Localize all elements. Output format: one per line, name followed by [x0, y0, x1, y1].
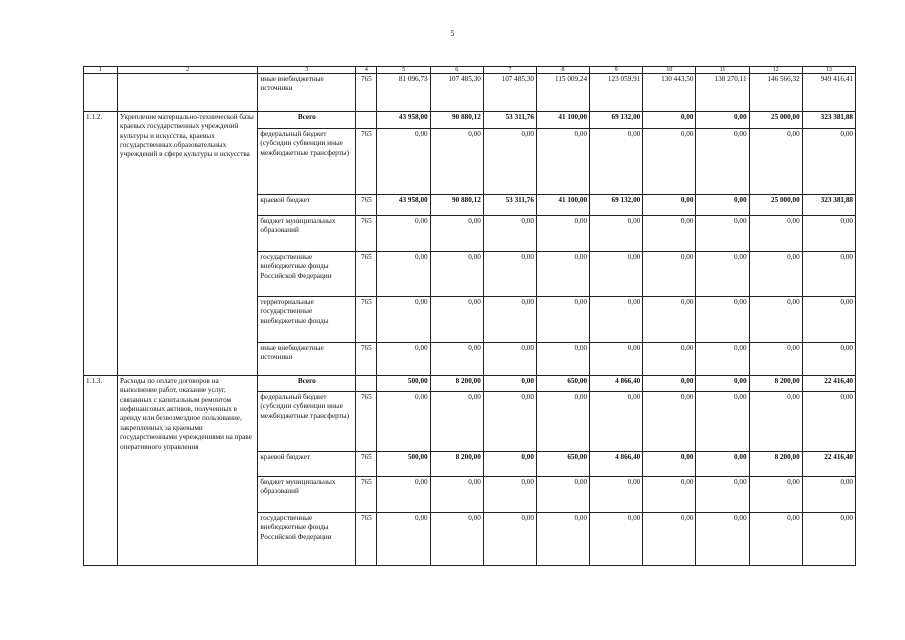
- amount-cell: 0,00: [377, 129, 430, 195]
- amount-cell: 0,00: [590, 392, 643, 452]
- amount-cell: 0,00: [483, 129, 536, 195]
- amount-cell: 8 200,00: [749, 376, 802, 392]
- funding-source: бюджет муниципальных образований: [258, 216, 356, 252]
- amount-cell: 0,00: [536, 513, 589, 566]
- amount-cell: 69 132,00: [590, 112, 643, 129]
- column-number-row: [84, 67, 856, 74]
- table-row: [84, 112, 856, 129]
- column-number: 12: [749, 67, 802, 74]
- amount-cell: 53 311,76: [483, 112, 536, 129]
- budget-code: 765: [356, 452, 377, 477]
- funding-source: государственные внебюджетные фонды Российской Федерации: [258, 252, 356, 297]
- amount-cell: 0,00: [749, 252, 802, 297]
- amount-cell: 0,00: [643, 129, 696, 195]
- column-number: 6: [430, 67, 483, 74]
- amount-cell: 8 200,00: [430, 452, 483, 477]
- amount-cell: 0,00: [696, 252, 749, 297]
- amount-cell: 130 443,50: [643, 74, 696, 112]
- column-number: 1: [84, 67, 118, 74]
- amount-cell: 41 100,00: [536, 195, 589, 216]
- amount-cell: 0,00: [590, 513, 643, 566]
- item-name: [118, 74, 258, 112]
- amount-cell: 0,00: [696, 216, 749, 252]
- amount-cell: 0,00: [536, 252, 589, 297]
- amount-cell: 0,00: [802, 513, 855, 566]
- amount-cell: 0,00: [483, 477, 536, 513]
- amount-cell: 0,00: [430, 392, 483, 452]
- amount-cell: 25 000,00: [749, 195, 802, 216]
- amount-cell: 0,00: [802, 343, 855, 376]
- amount-cell: 0,00: [749, 129, 802, 195]
- amount-cell: 949 416,41: [802, 74, 855, 112]
- column-number: 10: [643, 67, 696, 74]
- amount-cell: 0,00: [802, 297, 855, 343]
- funding-source: краевой бюджет: [258, 195, 356, 216]
- budget-code: 765: [356, 216, 377, 252]
- amount-cell: 0,00: [430, 216, 483, 252]
- amount-cell: 0,00: [802, 216, 855, 252]
- amount-cell: 0,00: [643, 195, 696, 216]
- budget-code: 765: [356, 252, 377, 297]
- budget-code: 765: [356, 343, 377, 376]
- amount-cell: 500,00: [377, 376, 430, 392]
- total-label: Всего: [258, 112, 356, 129]
- amount-cell: 0,00: [377, 392, 430, 452]
- amount-cell: 0,00: [377, 513, 430, 566]
- amount-cell: 0,00: [430, 343, 483, 376]
- amount-cell: 0,00: [536, 129, 589, 195]
- amount-cell: 53 311,76: [483, 195, 536, 216]
- amount-cell: 323 381,88: [802, 112, 855, 129]
- amount-cell: 0,00: [802, 252, 855, 297]
- table-row: [84, 376, 856, 392]
- amount-cell: 0,00: [536, 343, 589, 376]
- amount-cell: 0,00: [536, 216, 589, 252]
- amount-cell: 0,00: [430, 252, 483, 297]
- amount-cell: 0,00: [377, 216, 430, 252]
- amount-cell: 0,00: [643, 343, 696, 376]
- amount-cell: 0,00: [643, 513, 696, 566]
- amount-cell: 0,00: [643, 452, 696, 477]
- item-name: Укрепление материально-технической базы краевых государственных учреждений культуры и искусства, краевых государственных образовательных учреждений в сфере культуры и искусства: [118, 112, 258, 376]
- continuation-row: [84, 74, 856, 112]
- amount-cell: 0,00: [802, 477, 855, 513]
- item-number: 1.1.3.: [84, 376, 118, 566]
- amount-cell: 41 100,00: [536, 112, 589, 129]
- amount-cell: 0,00: [590, 343, 643, 376]
- amount-cell: 107 485,30: [430, 74, 483, 112]
- funding-source: государственные внебюджетные фонды Российской Федерации: [258, 513, 356, 566]
- amount-cell: 0,00: [802, 129, 855, 195]
- funding-source: краевой бюджет: [258, 452, 356, 477]
- amount-cell: 0,00: [643, 392, 696, 452]
- total-label: Всего: [258, 376, 356, 392]
- column-number: 3: [258, 67, 356, 74]
- amount-cell: 138 270,11: [696, 74, 749, 112]
- column-number: 4: [356, 67, 377, 74]
- amount-cell: 650,00: [536, 376, 589, 392]
- amount-cell: 0,00: [643, 112, 696, 129]
- amount-cell: 0,00: [483, 216, 536, 252]
- amount-cell: 323 381,88: [802, 195, 855, 216]
- budget-code: 765: [356, 74, 377, 112]
- amount-cell: 0,00: [536, 392, 589, 452]
- amount-cell: 0,00: [643, 297, 696, 343]
- budget-code: 765: [356, 477, 377, 513]
- column-number: 13: [802, 67, 855, 74]
- amount-cell: 25 000,00: [749, 112, 802, 129]
- amount-cell: 0,00: [590, 216, 643, 252]
- item-number: 1.1.2.: [84, 112, 118, 376]
- amount-cell: 0,00: [749, 297, 802, 343]
- amount-cell: 43 958,00: [377, 195, 430, 216]
- amount-cell: 0,00: [430, 513, 483, 566]
- amount-cell: 90 880,12: [430, 112, 483, 129]
- amount-cell: 0,00: [696, 477, 749, 513]
- amount-cell: 500,00: [377, 452, 430, 477]
- amount-cell: 0,00: [430, 477, 483, 513]
- amount-cell: 0,00: [483, 376, 536, 392]
- amount-cell: 8 200,00: [749, 452, 802, 477]
- column-number: 8: [536, 67, 589, 74]
- amount-cell: 0,00: [696, 376, 749, 392]
- amount-cell: 43 958,00: [377, 112, 430, 129]
- amount-cell: 4 866,40: [590, 452, 643, 477]
- amount-cell: 0,00: [696, 343, 749, 376]
- budget-code: [356, 112, 377, 129]
- budget-code: [356, 376, 377, 392]
- amount-cell: 0,00: [749, 392, 802, 452]
- amount-cell: 146 566,32: [749, 74, 802, 112]
- column-number: 7: [483, 67, 536, 74]
- funding-source: иные внебюджетные источники: [258, 343, 356, 376]
- budget-code: 765: [356, 195, 377, 216]
- amount-cell: 0,00: [536, 477, 589, 513]
- column-number: 11: [696, 67, 749, 74]
- amount-cell: 0,00: [590, 252, 643, 297]
- amount-cell: 0,00: [749, 513, 802, 566]
- amount-cell: 0,00: [696, 513, 749, 566]
- amount-cell: 0,00: [536, 297, 589, 343]
- amount-cell: 0,00: [749, 477, 802, 513]
- amount-cell: 0,00: [377, 343, 430, 376]
- amount-cell: 0,00: [590, 129, 643, 195]
- amount-cell: 0,00: [430, 297, 483, 343]
- amount-cell: 0,00: [430, 129, 483, 195]
- amount-cell: 0,00: [802, 392, 855, 452]
- item-number: [84, 74, 118, 112]
- amount-cell: 81 096,73: [377, 74, 430, 112]
- amount-cell: 0,00: [377, 477, 430, 513]
- amount-cell: 0,00: [483, 452, 536, 477]
- item-name: Расходы по оплате договоров на выполнение работ, оказание услуг, связанных с капитальным ремонтом нефинансовых активов, полученных в аренду или безвозмездное пользование, закрепленных за краевыми государственными учреждениями на праве оперативного управления: [118, 376, 258, 566]
- amount-cell: 123 059,91: [590, 74, 643, 112]
- amount-cell: 0,00: [643, 477, 696, 513]
- budget-code: 765: [356, 297, 377, 343]
- amount-cell: 0,00: [483, 513, 536, 566]
- funding-source: иные внебюджетные источники: [258, 74, 356, 112]
- amount-cell: 0,00: [483, 252, 536, 297]
- amount-cell: 22 416,40: [802, 376, 855, 392]
- budget-code: 765: [356, 392, 377, 452]
- amount-cell: 0,00: [696, 392, 749, 452]
- amount-cell: 0,00: [483, 297, 536, 343]
- funding-source: территориальные государственные внебюджетные фонды: [258, 297, 356, 343]
- funding-source: бюджет муниципальных образований: [258, 477, 356, 513]
- column-number: 9: [590, 67, 643, 74]
- amount-cell: 0,00: [696, 129, 749, 195]
- page-number: 5: [450, 29, 455, 38]
- amount-cell: 0,00: [643, 252, 696, 297]
- amount-cell: 0,00: [696, 195, 749, 216]
- column-number: 5: [377, 67, 430, 74]
- amount-cell: 0,00: [749, 216, 802, 252]
- amount-cell: 107 485,30: [483, 74, 536, 112]
- amount-cell: 0,00: [696, 297, 749, 343]
- amount-cell: 90 880,12: [430, 195, 483, 216]
- amount-cell: 22 416,40: [802, 452, 855, 477]
- amount-cell: 0,00: [643, 216, 696, 252]
- budget-code: 765: [356, 513, 377, 566]
- funding-source: федеральный бюджет (субсидии субвенции иные межбюджетные трансферты): [258, 129, 356, 195]
- amount-cell: 0,00: [749, 343, 802, 376]
- amount-cell: 8 200,00: [430, 376, 483, 392]
- amount-cell: 650,00: [536, 452, 589, 477]
- amount-cell: 115 009,24: [536, 74, 589, 112]
- amount-cell: 4 866,40: [590, 376, 643, 392]
- funding-source: федеральный бюджет (субсидии субвенции иные межбюджетные трансферты): [258, 392, 356, 452]
- amount-cell: 69 132,00: [590, 195, 643, 216]
- amount-cell: 0,00: [643, 376, 696, 392]
- amount-cell: 0,00: [590, 297, 643, 343]
- column-number: 2: [118, 67, 258, 74]
- budget-code: 765: [356, 129, 377, 195]
- amount-cell: 0,00: [696, 112, 749, 129]
- amount-cell: 0,00: [483, 343, 536, 376]
- amount-cell: 0,00: [483, 392, 536, 452]
- amount-cell: 0,00: [377, 252, 430, 297]
- amount-cell: 0,00: [377, 297, 430, 343]
- budget-table: [83, 66, 856, 566]
- amount-cell: 0,00: [590, 477, 643, 513]
- amount-cell: 0,00: [696, 452, 749, 477]
